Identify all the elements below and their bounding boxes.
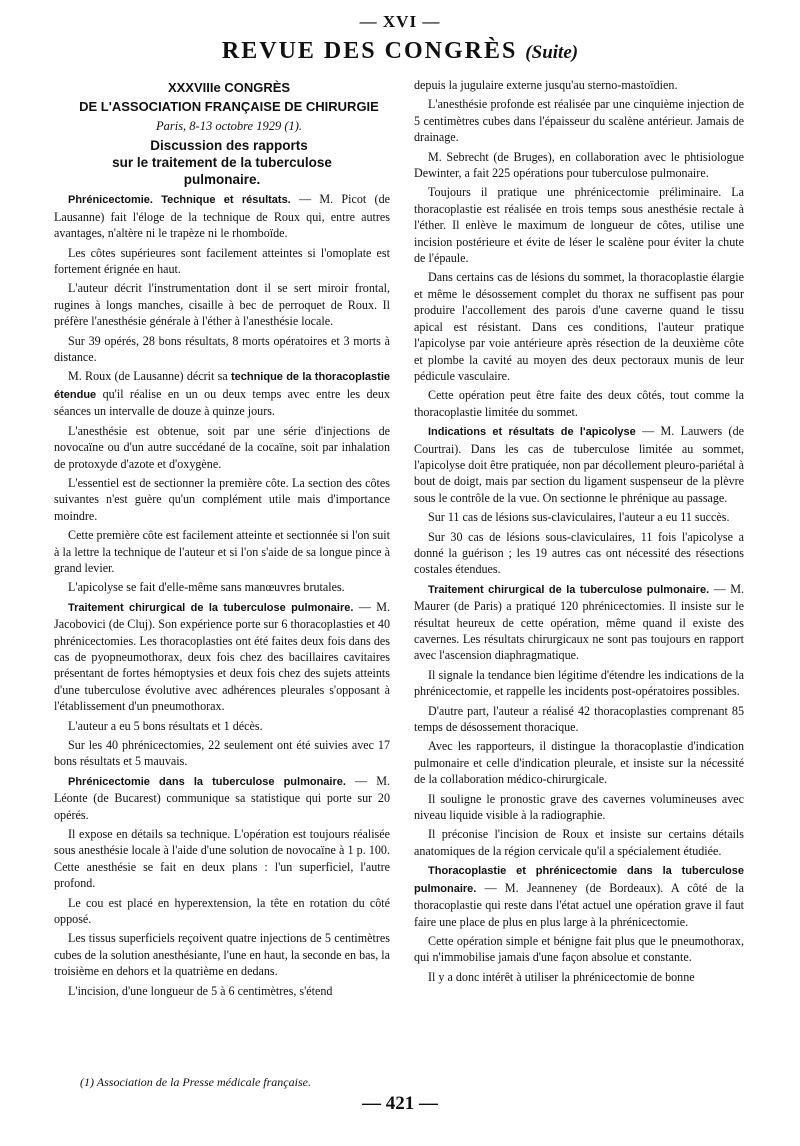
paragraph: Il y a donc intérêt à utiliser la phrénicectomie de bonne	[428, 969, 695, 984]
paragraph: Cette opération simple et bénigne fait plus que le pneumothorax, qui n'immobilise jamais d'une façon absolue et constante.	[414, 933, 744, 965]
paragraph-text: — M. Léonte (de Bucarest) communique sa statistique qui porte sur 20 opérés.	[54, 773, 390, 822]
paragraph: M. Sebrecht (de Bruges), en collaboration avec le phtisiologue Dewinter, a fait 225 opérations pour tuberculose pulmonaire.	[414, 149, 744, 181]
section-roman-number: — XVI —	[359, 12, 441, 31]
paragraph: Avec les rapporteurs, il distingue la thoracoplastie d'indication pulmonaire et celle d'indication pleurale, et insiste sur la nécessité de la collaboration médico-chirurgicale.	[414, 739, 744, 787]
paragraph: Le cou est placé en hyperextension, la tête en rotation du côté opposé.	[54, 895, 390, 927]
paragraph	[414, 862, 744, 930]
rubric: Phrénicectomie dans la tuberculose pulmonaire.	[68, 775, 346, 788]
paragraph: Cette première côte est facilement atteinte et sectionnée si l'on suit à la lettre la technique de l'auteur et si l'on s'aide de sa longue pince à grand levier.	[54, 528, 390, 575]
paragraph: Il expose en détails sa technique. L'opération est toujours réalisée sous anesthésie locale à l'aide d'une solution de novocaïne à 1 p. 100. Cette anesthésie se fait en deux plans : l'un superficiel, l'autre profond.	[54, 827, 390, 891]
left-column	[54, 80, 390, 1002]
rubric: Thoracoplastie et phrénicectomie dans la tuberculose pulmonaire.	[414, 865, 744, 895]
paragraph	[414, 423, 744, 506]
paragraph: L'anesthésie est obtenue, soit par une série d'injections de novocaïne ou d'un autre succédané de la cocaïne, soit par inhalation de protoxyde d'azote et d'oxygène.	[54, 423, 390, 471]
paragraph: Sur les 40 phrénicectomies, 22 seulement ont été suivies avec 17 bons résultats et 5 mauvais.	[54, 738, 390, 769]
paragraph	[54, 368, 390, 419]
rubric: technique de la thoracoplastie étendue	[54, 371, 390, 401]
discussion-title	[54, 137, 390, 188]
discussion-title-line3: pulmonaire.	[183, 172, 261, 188]
paragraph: Sur 39 opérés, 28 bons résultats, 8 morts opératoires et 3 morts à distance.	[54, 333, 390, 365]
page-number: — 421 —	[362, 1093, 438, 1114]
paragraph: L'anesthésie profonde est réalisée par une cinquième injection de 5 centimètres cubes dans l'épaisseur du scalène antérieur. Jamais de drainage.	[414, 97, 744, 145]
paragraph: Sur 11 cas de lésions sus-claviculaires, l'auteur a eu 11 succès.	[428, 510, 730, 525]
paragraph: Sur 30 cas de lésions sous-claviculaires, 11 fois l'apicolyse a donné la guérison ; les 19 autres cas ont nécessité des résections costales étendues.	[414, 529, 744, 577]
paragraph: Il préconise l'incision de Roux et insiste sur certains détails anatomiques de la région cervicale qu'il a spécialement étudiée.	[414, 827, 744, 858]
paragraph: Dans certains cas de lésions du sommet, la thoracoplastie élargie et même le désossement complet du thorax ne suffisent pas pour produire l'accollement des parois d'une caverne quand le tissu apical est résistant. Dans ces conditions, l'auteur pratique l'apicolyse par voie antérieure après résection de la deuxième côte et plombe la cavité au moyen des deux pectoraux munis de leur pédicule vasculaire.	[414, 270, 744, 383]
paragraph-text: — M. Maurer (de Paris) a pratiqué 120 phrénicectomies. Il insiste sur le résultat heureux de cette opération, même quand il existe des cavernes. Les résultats chirurgicaux ne sont pas toujours en rapport avec l'ascension diaphragmatique.	[414, 581, 744, 663]
paragraph: depuis la jugulaire externe jusqu'au sterno-mastoïdien.	[414, 78, 678, 92]
header-title-suffix: (Suite)	[525, 42, 579, 63]
paragraph: Il signale la tendance bien légitime d'étendre les indications de la phrénicectomie, et rappelle les incidents post-opératoires possibles.	[414, 667, 744, 699]
paragraph: L'apicolyse se fait d'elle-même sans manœuvres brutales.	[68, 580, 345, 595]
author-name: — M. Picot	[299, 192, 367, 207]
congress-place-date: Paris, 8-13 octobre 1929 (1).	[155, 119, 303, 133]
congress-title-line1: XXXVIIIe CONGRÈS	[167, 80, 291, 95]
congress-title-line2: DE L'ASSOCIATION FRANÇAISE DE CHIRURGIE	[79, 99, 379, 114]
paragraph	[54, 599, 390, 715]
rubric: Traitement chirurgical de la tuberculose pulmonaire.	[428, 583, 710, 596]
paragraph: Cette opération peut être faite des deux côtés, tout comme la thoracoplastie limitée du sommet.	[414, 388, 744, 419]
paragraph: D'autre part, l'auteur a réalisé 42 thoracoplasties comprenant 85 temps de désossement thoracique.	[414, 703, 744, 735]
paragraph: L'auteur a eu 5 bons résultats et 1 décès.	[68, 718, 263, 733]
paragraph	[54, 191, 390, 241]
paragraph: Toujours il pratique une phrénicectomie préliminaire. La thoracoplastie est réalisée en trois temps sous anesthésie rectale à l'éther. Il enlève le maximum de longueur de côtes, utilise une incision postérieure et évite de léser le scalène pour éviter la chute de l'épaule.	[414, 185, 744, 266]
paragraph: Les côtes supérieures sont facilement atteintes si l'omoplate est fortement érignée en haut.	[54, 245, 390, 277]
paragraph	[54, 773, 390, 823]
paragraph: L'incision, d'une longueur de 5 à 6 centimètres, s'étend	[68, 983, 333, 998]
paragraph-text: — M. Jacobovici (de Cluj). Son expérience porte sur 6 thoracoplasties et 40 phrénicectomies. Les thoracoplasties ont été faites deux fois dans des cas de pyopneumothorax, deux fois chez des bacillaires cavitaires présentant de fortes hémoptysies et deux fois chez des sujets atteints d'une tuberculose évolutive avec adhérences pleurales s'opposant à l'établissement d'un pneumothorax.	[54, 599, 390, 714]
paragraph: Les tissus superficiels reçoivent quatre injections de 5 centimètres cubes de la solution anesthésiante, l'une en haut, la seconde en bas, la troisième en dehors et la quatrième en dedans.	[54, 931, 390, 979]
footnote: (1) Association de la Presse médicale française.	[80, 1075, 311, 1089]
paragraph-text: qu'il réalise en un ou deux temps avec entre les deux séances un intervalle de douze à quinze jours.	[54, 386, 391, 419]
page-header-title	[0, 38, 800, 65]
discussion-title-line1: Discussion des rapports	[150, 138, 308, 154]
discussion-title-line2: sur le traitement de la tuberculose	[112, 155, 332, 171]
paragraph	[414, 581, 744, 664]
rubric: Indications et résultats de l'apicolyse	[428, 426, 636, 439]
rubric: Phrénicectomie. Technique et résultats.	[68, 194, 291, 207]
right-column	[414, 77, 744, 988]
paragraph: L'auteur décrit l'instrumentation dont il se sert miroir frontal, rugines à longs manches, cisaille à bec de perroquet de Roux. Il préfère l'anesthésie générale à l'éther à l'anesthésie locale.	[54, 281, 390, 329]
rubric: Traitement chirurgical de la tuberculose pulmonaire.	[68, 601, 354, 614]
header-title-text: REVUE DES CONGRÈS	[221, 38, 518, 64]
paragraph-text: (de Lausanne) fait l'éloge de la technique de Roux qui, entre autres avantages, n'altère ni le trapèze ni le rhomboïde.	[54, 192, 390, 241]
paragraph-text: — M. Jeanneney (de Bordeaux). A côté de la thoracoplastie qui reste dans l'état actuel une opération grave il faut faire une place de plus en plus large à la phrénicectomie.	[414, 880, 744, 929]
paragraph: Il souligne le pronostic grave des cavernes volumineuses avec niveau liquide visible à la radiographie.	[414, 791, 744, 823]
paragraph-text: M. Roux (de Lausanne) décrit sa	[68, 369, 228, 384]
paragraph: L'essentiel est de sectionner la première côte. La section des côtes suivantes n'est guère qu'un complément utile mais d'importance moindre.	[54, 475, 390, 523]
paragraph-text: — M. Lauwers (de Courtrai). Dans les cas de tuberculose limitée au sommet, l'apicolyse doit être pratiquée, non par décollement pleuro-pariétal à bout de doigt, mais par section du ligament suspenseur de la plèvre sous le contrôle de la vue. On sectionne le phrénique au passage.	[414, 424, 744, 505]
